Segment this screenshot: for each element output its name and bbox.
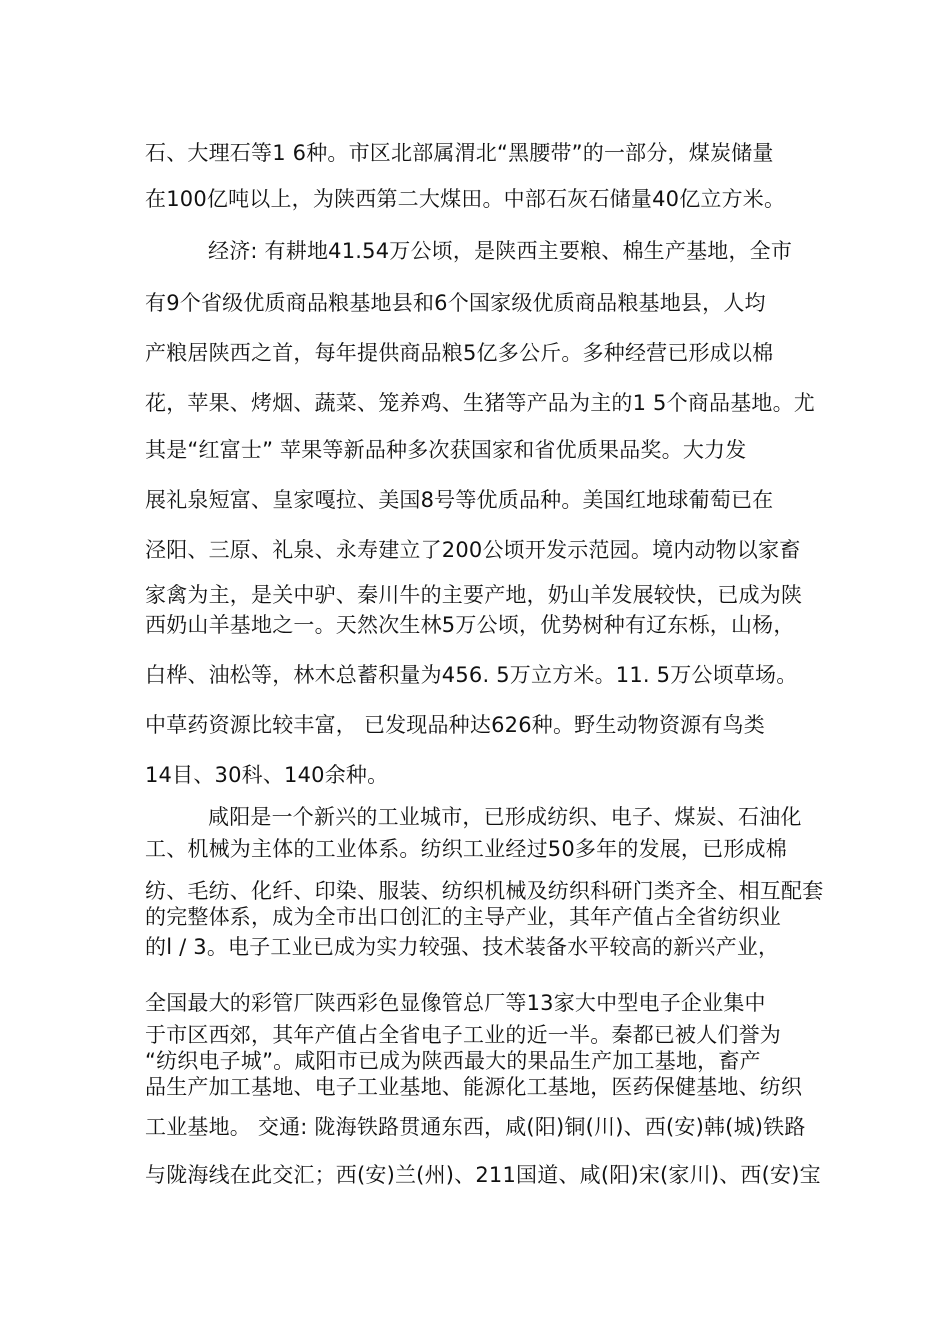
text-line: 纺、毛纺、化纤、印染、服装、纺织机械及纺织科研门类齐全、相互配套 (145, 879, 824, 903)
text-line: 石、大理石等1 6种。市区北部属渭北“黑腰带”的一部分，煤炭储量 (145, 141, 774, 165)
text-line: 白桦、油松等，林木总蓄积量为456. 5万立方米。11. 5万公顷草场。 (145, 663, 798, 687)
text-line: 工业基地。 交通: 陇海铁路贯通东西，咸(阳)铜(川)、西(安)韩(城)铁路 (145, 1115, 806, 1139)
text-line: 其是“红富士” 苹果等新品种多次获国家和省优质果品奖。大力发 (145, 438, 747, 462)
text-line: 14目、30科、140余种。 (145, 763, 389, 787)
text-line: 展礼泉短富、皇家嘎拉、美国8号等优质品种。美国红地球葡萄已在 (145, 488, 774, 512)
text-line: 于市区西郊，其年产值占全省电子工业的近一半。秦都已被人们誉为 (145, 1023, 781, 1047)
text-line: 产粮居陕西之首，每年提供商品粮5亿多公斤。多种经营已形成以棉 (145, 341, 774, 365)
text-line: 有9个省级优质商品粮基地县和6个国家级优质商品粮基地县，人均 (145, 291, 766, 315)
text-line: 西奶山羊基地之一。天然次生林5万公顷，优势树种有辽东栎，山杨， (145, 613, 795, 637)
text-line: 品生产加工基地、电子工业基地、能源化工基地，医药保健基地、纺织 (145, 1075, 803, 1099)
text-line: 咸阳是一个新兴的工业城市，已形成纺织、电子、煤炭、石油化 (208, 805, 802, 829)
text-line: “纺织电子城”。咸阳市已成为陕西最大的果品生产加工基地，畜产 (145, 1049, 761, 1073)
text-line: 家禽为主，是关中驴、秦川牛的主要产地，奶山羊发展较快，已成为陕 (145, 583, 803, 607)
text-line: 与陇海线在此交汇；西(安)兰(州)、211国道、咸(阳)宋(家川)、西(安)宝 (145, 1163, 821, 1187)
text-line: 经济: 有耕地41.54万公顷，是陕西主要粮、棉生产基地，全市 (208, 239, 793, 263)
text-line: 工、机械为主体的工业体系。纺织工业经过50多年的发展，已形成棉 (145, 837, 787, 861)
text-line: 泾阳、三原、礼泉、永寿建立了200公顷开发示范园。境内动物以家畜 (145, 538, 801, 562)
text-line: 花，苹果、烤烟、蔬菜、笼养鸡、生猪等产品为主的1 5个商品基地。尤 (145, 391, 815, 415)
text-line: 在100亿吨以上，为陕西第二大煤田。中部石灰石储量40亿立方米。 (145, 187, 786, 211)
text-line: 中草药资源比较丰富， 已发现品种达626种。野生动物资源有鸟类 (145, 713, 765, 737)
text-line: 的完整体系，成为全市出口创汇的主导产业，其年产值占全省纺织业 (145, 905, 781, 929)
text-line: 的l / 3。电子工业已成为实力较强、技术装备水平较高的新兴产业， (145, 935, 780, 959)
text-line: 全国最大的彩管厂陕西彩色显像管总厂等13家大中型电子企业集中 (145, 991, 766, 1015)
